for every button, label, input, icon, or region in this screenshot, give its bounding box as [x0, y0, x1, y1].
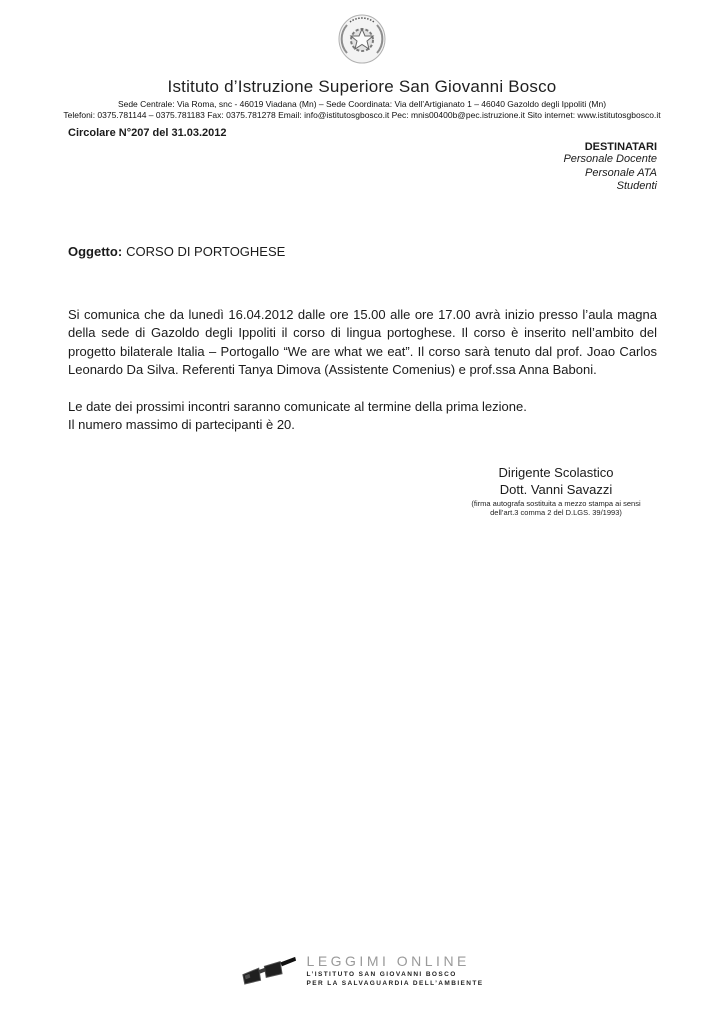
institute-contacts-line: Telefoni: 0375.781144 – 0375.781183 Fax: 0375.781278 Email: info@istitutosgbosco.it Pec: mnis00400b@pec.istruzione.it Sito internet: www.istitutosgbosco.it [63, 109, 661, 120]
signature-note-line2: dell’art.3 comma 2 del D.LGS. 39/1993) [490, 508, 622, 517]
signature-name: Dott. Vanni Savazzi [499, 482, 613, 497]
footer-logo [0, 952, 724, 988]
recipient-item: Personale Docente [563, 153, 657, 165]
dates-line: Le date dei prossimi incontri saranno comunicate al termine della prima lezione. [68, 398, 527, 414]
signature-note-line1: (firma autografa sostituita a mezzo stampa ai sensi [471, 499, 641, 508]
footer-subtitle-line2: PER LA SALVAGUARDIA DELL’AMBIENTE [306, 979, 484, 987]
dark-glasses-icon [241, 952, 297, 988]
body-closing-lines [68, 398, 657, 435]
signature-note [436, 499, 676, 517]
institute-title: Istituto d’Istruzione Superiore San Giovanni Bosco [167, 77, 557, 96]
signature-block [436, 464, 676, 517]
subject-label: Oggetto: [68, 243, 123, 259]
republic-seal-icon [338, 14, 386, 69]
footer-logo-title: LEGGIMI ONLINE [306, 952, 470, 969]
institute-address-line: Sede Centrale: Via Roma, snc - 46019 Viadana (Mn) – Sede Coordinata: Via dell’Artigianato 1 – 46040 Gazoldo degli Ippoliti (Mn) [117, 99, 607, 109]
recipients-block [68, 141, 657, 194]
subject-text: CORSO DI PORTOGHESE [126, 243, 286, 259]
body-paragraph: Si comunica che da lunedì 16.04.2012 dalle ore 15.00 alle ore 17.00 avrà inizio presso l’aula magna della sede di Gazoldo degli Ippoliti il corso di lingua portoghese. Il corso è inserito nell’ambito del progetto bilaterale Italia – Portogallo “We are what we eat”. Il corso sarà tenuto dal prof. Joao Carlos Leonardo Da Silva. Referenti Tanya Dimova (Assistente Comenius) e prof.ssa Anna Baboni. [68, 306, 657, 378]
signature-role: Dirigente Scolastico [498, 465, 614, 480]
subject-line [68, 244, 657, 259]
circular-number-line: Circolare N°207 del 31.03.2012 [68, 127, 227, 139]
footer-logo-subtitle [307, 970, 484, 988]
recipient-item: Personale ATA [585, 166, 657, 179]
footer-logo-text [307, 953, 484, 988]
recipient-item: Studenti [616, 180, 657, 192]
recipients-title: DESTINATARI [584, 141, 657, 153]
participants-line: Il numero massimo di partecipanti è 20. [68, 417, 295, 433]
footer-subtitle-line1: L’ISTITUTO SAN GIOVANNI BOSCO [306, 970, 457, 978]
